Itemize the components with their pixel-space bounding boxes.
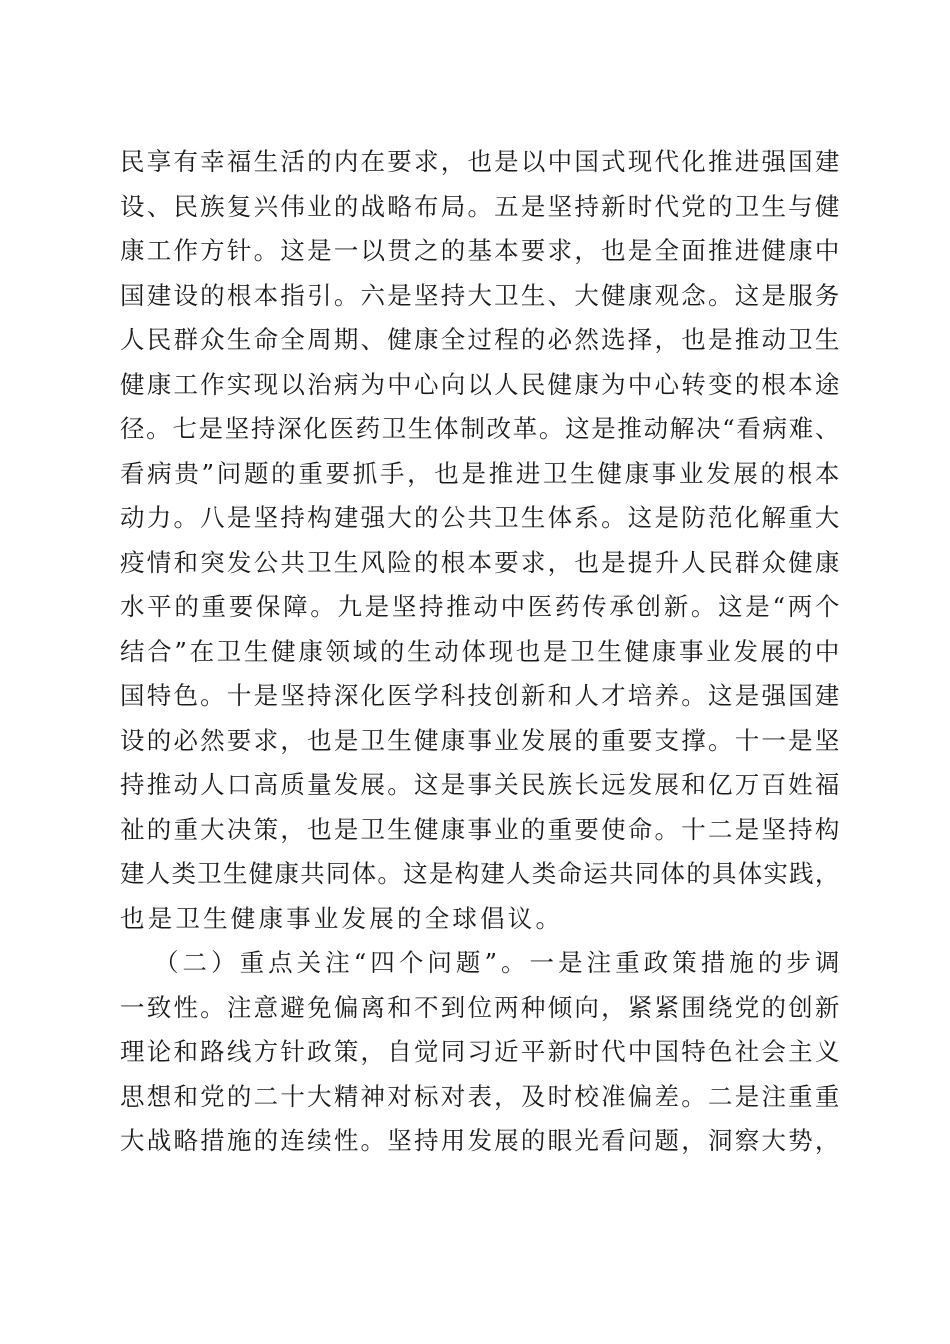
text-line: 思想和党的二十大精神对标对表，及时校准偏差。二是注重重	[120, 1081, 840, 1111]
text-line: 疫情和突发公共卫生风险的根本要求，也是提升人民群众健康	[120, 547, 840, 577]
text-line: 建人类卫生健康共同体。这是构建人类命运共同体的具体实践，	[120, 859, 840, 888]
text-line: 国建设的根本指引。六是坚持大卫生、大健康观念。这是服务	[120, 280, 840, 310]
text-line: 康工作方针。这是一以贯之的基本要求，也是全面推进健康中	[120, 236, 840, 265]
text-line: 大战略措施的连续性。坚持用发展的眼光看问题，洞察大势，	[120, 1126, 840, 1155]
text-line: 也是卫生健康事业发展的全球倡议。	[120, 903, 564, 933]
text-line: 看病贵”问题的重要抓手，也是推进卫生健康事业发展的根本	[120, 458, 840, 488]
text-line: 动力。八是坚持构建强大的公共卫生体系。这是防范化解重大	[120, 503, 840, 532]
text-line: 人民群众生命全周期、健康全过程的必然选择，也是推动卫生	[120, 325, 840, 354]
paragraph-2	[120, 941, 840, 1164]
text-line: 一致性。注意避免偏离和不到位两种倾向，紧紧围绕党的创新	[120, 992, 840, 1022]
text-line: 健康工作实现以治病为中心向以人民健康为中心转变的根本途	[120, 369, 840, 399]
text-line: 理论和路线方针政策，自觉同习近平新时代中国特色社会主义	[120, 1037, 840, 1066]
text-line: 结合”在卫生健康领域的生动体现也是卫生健康事业发展的中	[120, 636, 840, 666]
text-line: 水平的重要保障。九是坚持推动中医药传承创新。这是“两个	[120, 592, 840, 621]
text-line: 径。七是坚持深化医药卫生体制改革。这是推动解决“看病难、	[120, 414, 840, 443]
text-line: 国特色。十是坚持深化医学科技创新和人才培养。这是强国建	[120, 681, 840, 710]
text-line: 祉的重大决策，也是卫生健康事业的重要使命。十二是坚持构	[120, 814, 840, 844]
text-line: 设的必然要求，也是卫生健康事业发展的重要支撑。十一是坚	[120, 725, 840, 755]
text-line: 民享有幸福生活的内在要求，也是以中国式现代化推进强国建	[120, 147, 840, 176]
text-line: 设、民族复兴伟业的战略布局。五是坚持新时代党的卫生与健	[120, 191, 840, 221]
section-heading-line: （二）重点关注“四个问题”。一是注重政策措施的步调	[154, 948, 840, 977]
document-body	[120, 140, 840, 1164]
paragraph-1	[120, 140, 840, 941]
text-line: 持推动人口高质量发展。这是事关民族长远发展和亿万百姓福	[120, 770, 840, 799]
